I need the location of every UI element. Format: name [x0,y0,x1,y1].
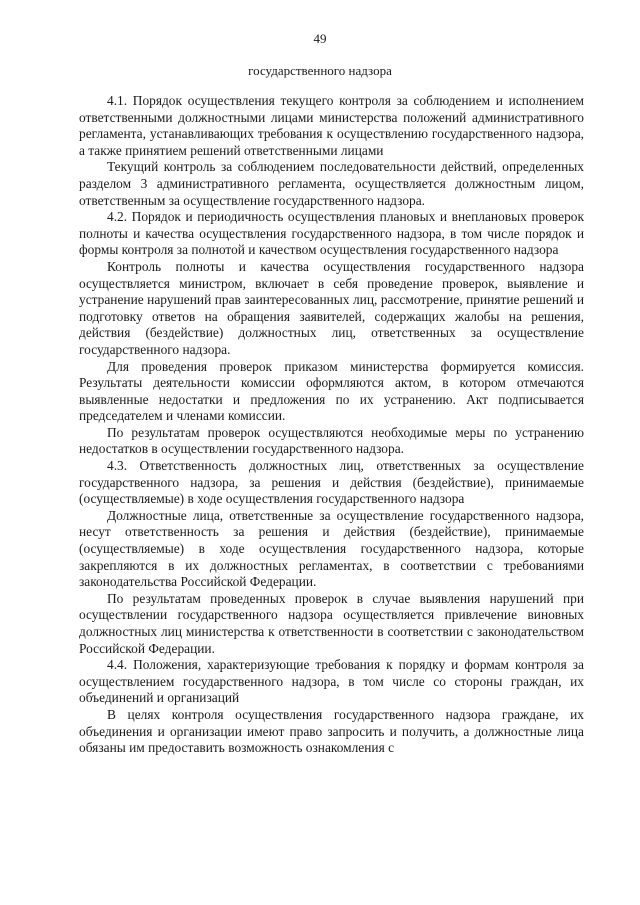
paragraph: По результатам проверок осуществляются необходимые меры по устранению недостатков в осуществлении государственного надзора. [79,424,584,457]
paragraph: Для проведения проверок приказом министерства формируется комиссия. Результаты деятельности комиссии оформляются актом, в котором отмечаются выявленные недостатки и предложения по их устранению. Акт подписывается председателем и членами комиссии. [79,358,584,424]
paragraph-4-4-title: 4.4. Положения, характеризующие требования к порядку и формам контроля за осуществлением государственного надзора, в том числе со стороны граждан, их объединений и организаций [79,657,584,706]
paragraph: Контроль полноты и качества осуществления государственного надзора осуществляется министром, включает в себя проведение проверок, выявление и устранение нарушений прав заинтересованных лиц, рассмотрение, принятие решений и подготовку ответов на обращения заявителей, содержащих жалобы на решения, действия (бездействие) должностных лиц, ответственных за осуществление государственного надзора. [79,258,584,357]
paragraph: Должностные лица, ответственные за осуществление государственного надзора, несут ответственность за решения и действия (бездействие), принимаемые (осуществляемые) в ходе осуществления государственного надзора, которые закрепляются в их должностных регламентах, в соответствии с требованиями законодательства Российской Федерации. [79,507,584,590]
paragraph: По результатам проведенных проверок в случае выявления нарушений при осуществлении государственного надзора осуществляется привлечение виновных должностных лиц министерства к ответственности в соответствии с законодательством Российской Федерации. [79,590,584,656]
body-text [79,93,584,757]
paragraph-4-2-title: 4.2. Порядок и периодичность осуществления плановых и внеплановых проверок полноты и качества осуществления государственного надзора, в том числе порядок и формы контроля за полнотой и качеством осуществления государственного надзора [79,209,584,258]
page-number: 49 [313,31,327,46]
section-heading-continuation: государственного надзора [248,63,392,78]
paragraph: В целях контроля осуществления государственного надзора граждане, их объединения и организации имеют право запросить и получить, а должностные лица обязаны им предоставить возможность ознакомления с [79,706,584,756]
paragraph-4-1-title: 4.1. Порядок осуществления текущего контроля за соблюдением и исполнением ответственными должностными лицами министерства положений административного регламента, устанавливающих требования к осуществлению государственного надзора, а также принятием решений ответственными лицами [79,93,584,158]
paragraph-4-3-title: 4.3. Ответственность должностных лиц, ответственных за осуществление государственного надзора, за решения и действия (бездействие), принимаемые (осуществляемые) в ходе осуществления государственного надзора [79,458,584,507]
paragraph: Текущий контроль за соблюдением последовательности действий, определенных разделом 3 административного регламента, осуществляется должностным лицом, ответственным за осуществление государственного надзора. [79,159,584,208]
